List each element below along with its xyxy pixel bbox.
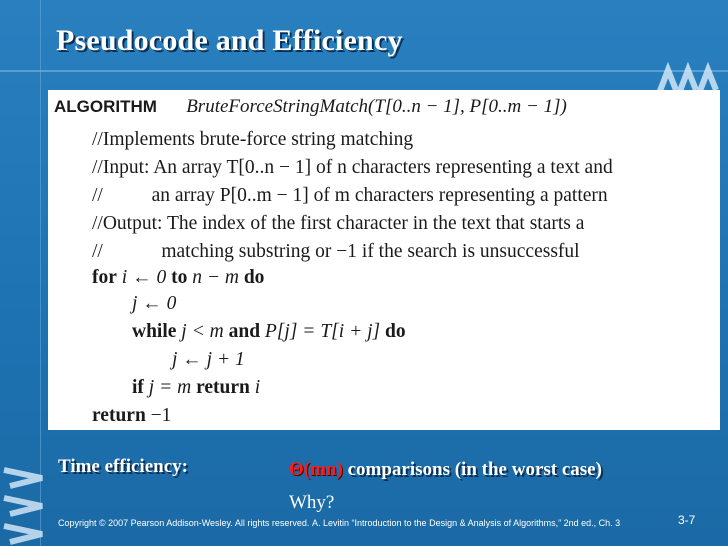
comment-line-1: //Implements brute-force string matching: [92, 129, 414, 150]
algorithm-keyword: ALGORITHM: [54, 97, 157, 116]
pseudocode: [48, 90, 720, 430]
efficiency-statement: [289, 459, 602, 481]
do-keyword-2: do: [384, 321, 406, 342]
while-cond-2: P[j] = T[i + j]: [264, 321, 381, 342]
if-line: [132, 376, 260, 400]
footer-citation: A. Levitin “Introduction to the Design & Analysis of Algorithms,” 2nd ed., Ch. 3: [312, 518, 621, 528]
why-question: Why?: [289, 492, 335, 513]
algorithm-signature: BruteForceStringMatch(T[0..n − 1], P[0..m − 1]): [186, 96, 567, 117]
comment-line-3: // an array P[0..m − 1] of m characters representing a pattern: [92, 185, 608, 206]
to-keyword: to: [171, 267, 188, 288]
theta-notation: Θ(mn): [289, 459, 343, 480]
comment-line-5: // matching substring or −1 if the search is unsuccessful: [92, 241, 580, 262]
return-value: i: [254, 377, 261, 398]
comment-line-4: //Output: The index of the first character in the text that starts a: [92, 213, 585, 234]
slide-title: Pseudocode and Efficiency: [56, 24, 403, 57]
while-cond-1: j < m: [181, 321, 224, 342]
while-line: [132, 320, 406, 344]
if-cond: j = m: [148, 377, 192, 398]
j-init-line: j ← 0: [132, 293, 177, 314]
do-keyword: do: [243, 267, 265, 288]
return-keyword: return: [196, 377, 250, 398]
for-line: [92, 266, 264, 290]
footer-copyright: Copyright © 2007 Pearson Addison-Wesley. All rights reserved.: [58, 518, 310, 528]
for-init: i ← 0: [121, 267, 167, 288]
comment-line-2: //Input: An array T[0..n − 1] of n characters representing a text and: [92, 157, 613, 178]
while-keyword: while: [132, 321, 177, 342]
for-bound: n − m: [192, 267, 239, 288]
efficiency-text: comparisons (in the worst case): [347, 459, 602, 480]
decor-mark-left: [0, 462, 50, 546]
j-increment-line: j ← j + 1: [172, 349, 245, 370]
algorithm-header: [54, 95, 567, 119]
page-number: 3-7: [678, 513, 696, 527]
return-keyword-2: return: [92, 405, 146, 426]
if-keyword: if: [132, 377, 144, 398]
for-keyword: for: [92, 267, 117, 288]
return-value-2: −1: [150, 405, 172, 426]
time-efficiency-label: Time efficiency:: [58, 456, 188, 477]
and-keyword: and: [228, 321, 261, 342]
pseudocode-panel: [48, 90, 720, 430]
final-return-line: [92, 404, 171, 428]
title-underline: [0, 70, 728, 72]
